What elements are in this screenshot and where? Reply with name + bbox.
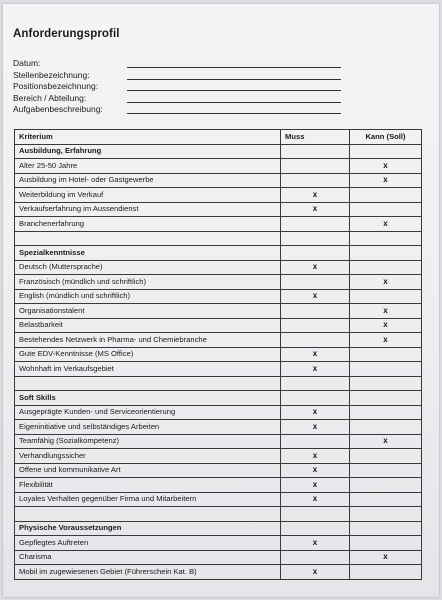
muss-mark — [281, 159, 350, 174]
table-row — [15, 536, 422, 551]
table-row — [15, 304, 422, 319]
table-row — [15, 347, 422, 362]
document-title: Anforderungsprofil — [13, 28, 120, 40]
table-header-row — [15, 130, 422, 145]
empty-cell — [281, 391, 350, 406]
table-row — [15, 478, 422, 493]
kann-mark: x — [350, 173, 422, 188]
criterion-label — [15, 507, 281, 522]
muss-mark: x — [281, 260, 350, 275]
fill-in-line — [127, 79, 341, 80]
muss-mark — [281, 550, 350, 565]
kann-mark — [350, 347, 422, 362]
section-header-row — [15, 521, 422, 536]
muss-mark: x — [281, 565, 350, 580]
fill-in-line — [127, 113, 341, 114]
criterion-label: Ausbildung im Hotel- oder Gastgewerbe — [15, 173, 281, 188]
fill-in-line — [127, 102, 341, 103]
criterion-label: Gute EDV-Kenntnisse (MS Office) — [15, 347, 281, 362]
table-row — [15, 492, 422, 507]
table-row — [15, 188, 422, 203]
kann-mark — [350, 536, 422, 551]
muss-mark — [281, 304, 350, 319]
table-row — [15, 376, 422, 391]
criterion-label: Gepflegtes Auftreten — [15, 536, 281, 551]
criterion-label: Verhandlungssicher — [15, 449, 281, 464]
muss-mark — [281, 275, 350, 290]
kann-mark: x — [350, 333, 422, 348]
criterion-label: Teamfähig (Sozialkompetenz) — [15, 434, 281, 449]
kann-mark — [350, 565, 422, 580]
criterion-label: English (mündlich und schriftlich) — [15, 289, 281, 304]
table-row — [15, 289, 422, 304]
requirements-body — [15, 144, 422, 579]
kann-mark — [350, 463, 422, 478]
muss-mark: x — [281, 463, 350, 478]
form-field-stellenbezeichnung — [13, 70, 343, 82]
table-row — [15, 550, 422, 565]
table-row — [15, 565, 422, 580]
kann-mark — [350, 202, 422, 217]
table-row — [15, 507, 422, 522]
table-row — [15, 159, 422, 174]
kann-mark — [350, 420, 422, 435]
muss-mark: x — [281, 188, 350, 203]
muss-mark — [281, 434, 350, 449]
muss-mark: x — [281, 449, 350, 464]
kann-mark: x — [350, 318, 422, 333]
kann-mark — [350, 289, 422, 304]
muss-mark: x — [281, 478, 350, 493]
table-row — [15, 420, 422, 435]
form-fields — [13, 58, 343, 116]
section-title: Ausbildung, Erfahrung — [15, 144, 281, 159]
form-field-bereich — [13, 93, 343, 105]
criterion-label: Wohnhaft im Verkaufsgebiet — [15, 362, 281, 377]
kann-mark — [350, 362, 422, 377]
kann-mark: x — [350, 275, 422, 290]
header-kriterium: Kriterium — [15, 130, 281, 145]
criterion-label: Alter 25-50 Jahre — [15, 159, 281, 174]
document-page — [3, 4, 439, 597]
kann-mark — [350, 449, 422, 464]
section-title: Spezialkenntnisse — [15, 246, 281, 261]
criterion-label: Eigeninitiative und selbständiges Arbeiten — [15, 420, 281, 435]
header-muss: Muss — [281, 130, 350, 145]
empty-cell — [350, 144, 422, 159]
muss-mark — [281, 217, 350, 232]
empty-cell — [281, 144, 350, 159]
muss-mark: x — [281, 202, 350, 217]
field-label: Datum: — [13, 58, 41, 68]
section-title: Physische Voraussetzungen — [15, 521, 281, 536]
kann-mark — [350, 260, 422, 275]
fill-in-line — [127, 67, 341, 68]
muss-mark — [281, 173, 350, 188]
section-header-row — [15, 391, 422, 406]
table-row — [15, 202, 422, 217]
kann-mark — [350, 405, 422, 420]
muss-mark: x — [281, 536, 350, 551]
table-row — [15, 275, 422, 290]
criterion-label: Weiterbildung im Verkauf — [15, 188, 281, 203]
criterion-label: Organisationstalent — [15, 304, 281, 319]
muss-mark: x — [281, 289, 350, 304]
muss-mark — [281, 231, 350, 246]
criterion-label: Charisma — [15, 550, 281, 565]
criterion-label: Loyales Verhalten gegenüber Firma und Mitarbeitern — [15, 492, 281, 507]
criterion-label: Verkaufserfahrung im Aussendienst — [15, 202, 281, 217]
kann-mark: x — [350, 304, 422, 319]
fill-in-line — [127, 90, 341, 91]
field-label: Aufgabenbeschreibung: — [13, 104, 103, 114]
section-title: Soft Skills — [15, 391, 281, 406]
criterion-label: Offene und kommunikative Art — [15, 463, 281, 478]
criterion-label: Französisch (mündlich und schriftlich) — [15, 275, 281, 290]
muss-mark: x — [281, 492, 350, 507]
header-kann: Kann (Soll) — [350, 130, 422, 145]
empty-cell — [350, 246, 422, 261]
field-label: Positionsbezeichnung: — [13, 81, 99, 91]
section-header-row — [15, 246, 422, 261]
kann-mark — [350, 478, 422, 493]
empty-cell — [281, 521, 350, 536]
field-label: Stellenbezeichnung: — [13, 69, 90, 80]
table-row — [15, 449, 422, 464]
criterion-label — [15, 231, 281, 246]
criterion-label: Flexibilität — [15, 478, 281, 493]
muss-mark — [281, 376, 350, 391]
kann-mark — [350, 376, 422, 391]
table-row — [15, 463, 422, 478]
empty-cell — [350, 391, 422, 406]
kann-mark — [350, 492, 422, 507]
muss-mark: x — [281, 362, 350, 377]
form-field-aufgabenbeschreibung — [13, 104, 343, 116]
kann-mark — [350, 231, 422, 246]
table-row — [15, 333, 422, 348]
table-row — [15, 362, 422, 377]
table-row — [15, 434, 422, 449]
criterion-label: Deutsch (Muttersprache) — [15, 260, 281, 275]
kann-mark — [350, 188, 422, 203]
empty-cell — [350, 521, 422, 536]
criterion-label: Bestehendes Netzwerk in Pharma- und Chemiebranche — [15, 333, 281, 348]
field-label: Bereich / Abteilung: — [13, 92, 87, 103]
muss-mark: x — [281, 405, 350, 420]
criterion-label: Ausgeprägte Kunden- und Serviceorientierung — [15, 405, 281, 420]
kann-mark: x — [350, 434, 422, 449]
table-row — [15, 260, 422, 275]
criterion-label: Branchenerfahrung — [15, 217, 281, 232]
kann-mark: x — [350, 217, 422, 232]
table-row — [15, 231, 422, 246]
muss-mark — [281, 507, 350, 522]
muss-mark: x — [281, 420, 350, 435]
form-field-positionsbezeichnung — [13, 81, 343, 93]
criterion-label: Mobil im zugewiesenen Gebiet (Führerschein Kat. B) — [15, 565, 281, 580]
requirements-table — [14, 129, 422, 580]
criterion-label — [15, 376, 281, 391]
table-row — [15, 173, 422, 188]
section-header-row — [15, 144, 422, 159]
kann-mark: x — [350, 159, 422, 174]
table-row — [15, 318, 422, 333]
kann-mark: x — [350, 550, 422, 565]
table-row — [15, 405, 422, 420]
form-field-datum — [13, 58, 343, 70]
kann-mark — [350, 507, 422, 522]
empty-cell — [281, 246, 350, 261]
criterion-label: Belastbarkeit — [15, 318, 281, 333]
muss-mark: x — [281, 347, 350, 362]
muss-mark — [281, 318, 350, 333]
table-row — [15, 217, 422, 232]
muss-mark — [281, 333, 350, 348]
